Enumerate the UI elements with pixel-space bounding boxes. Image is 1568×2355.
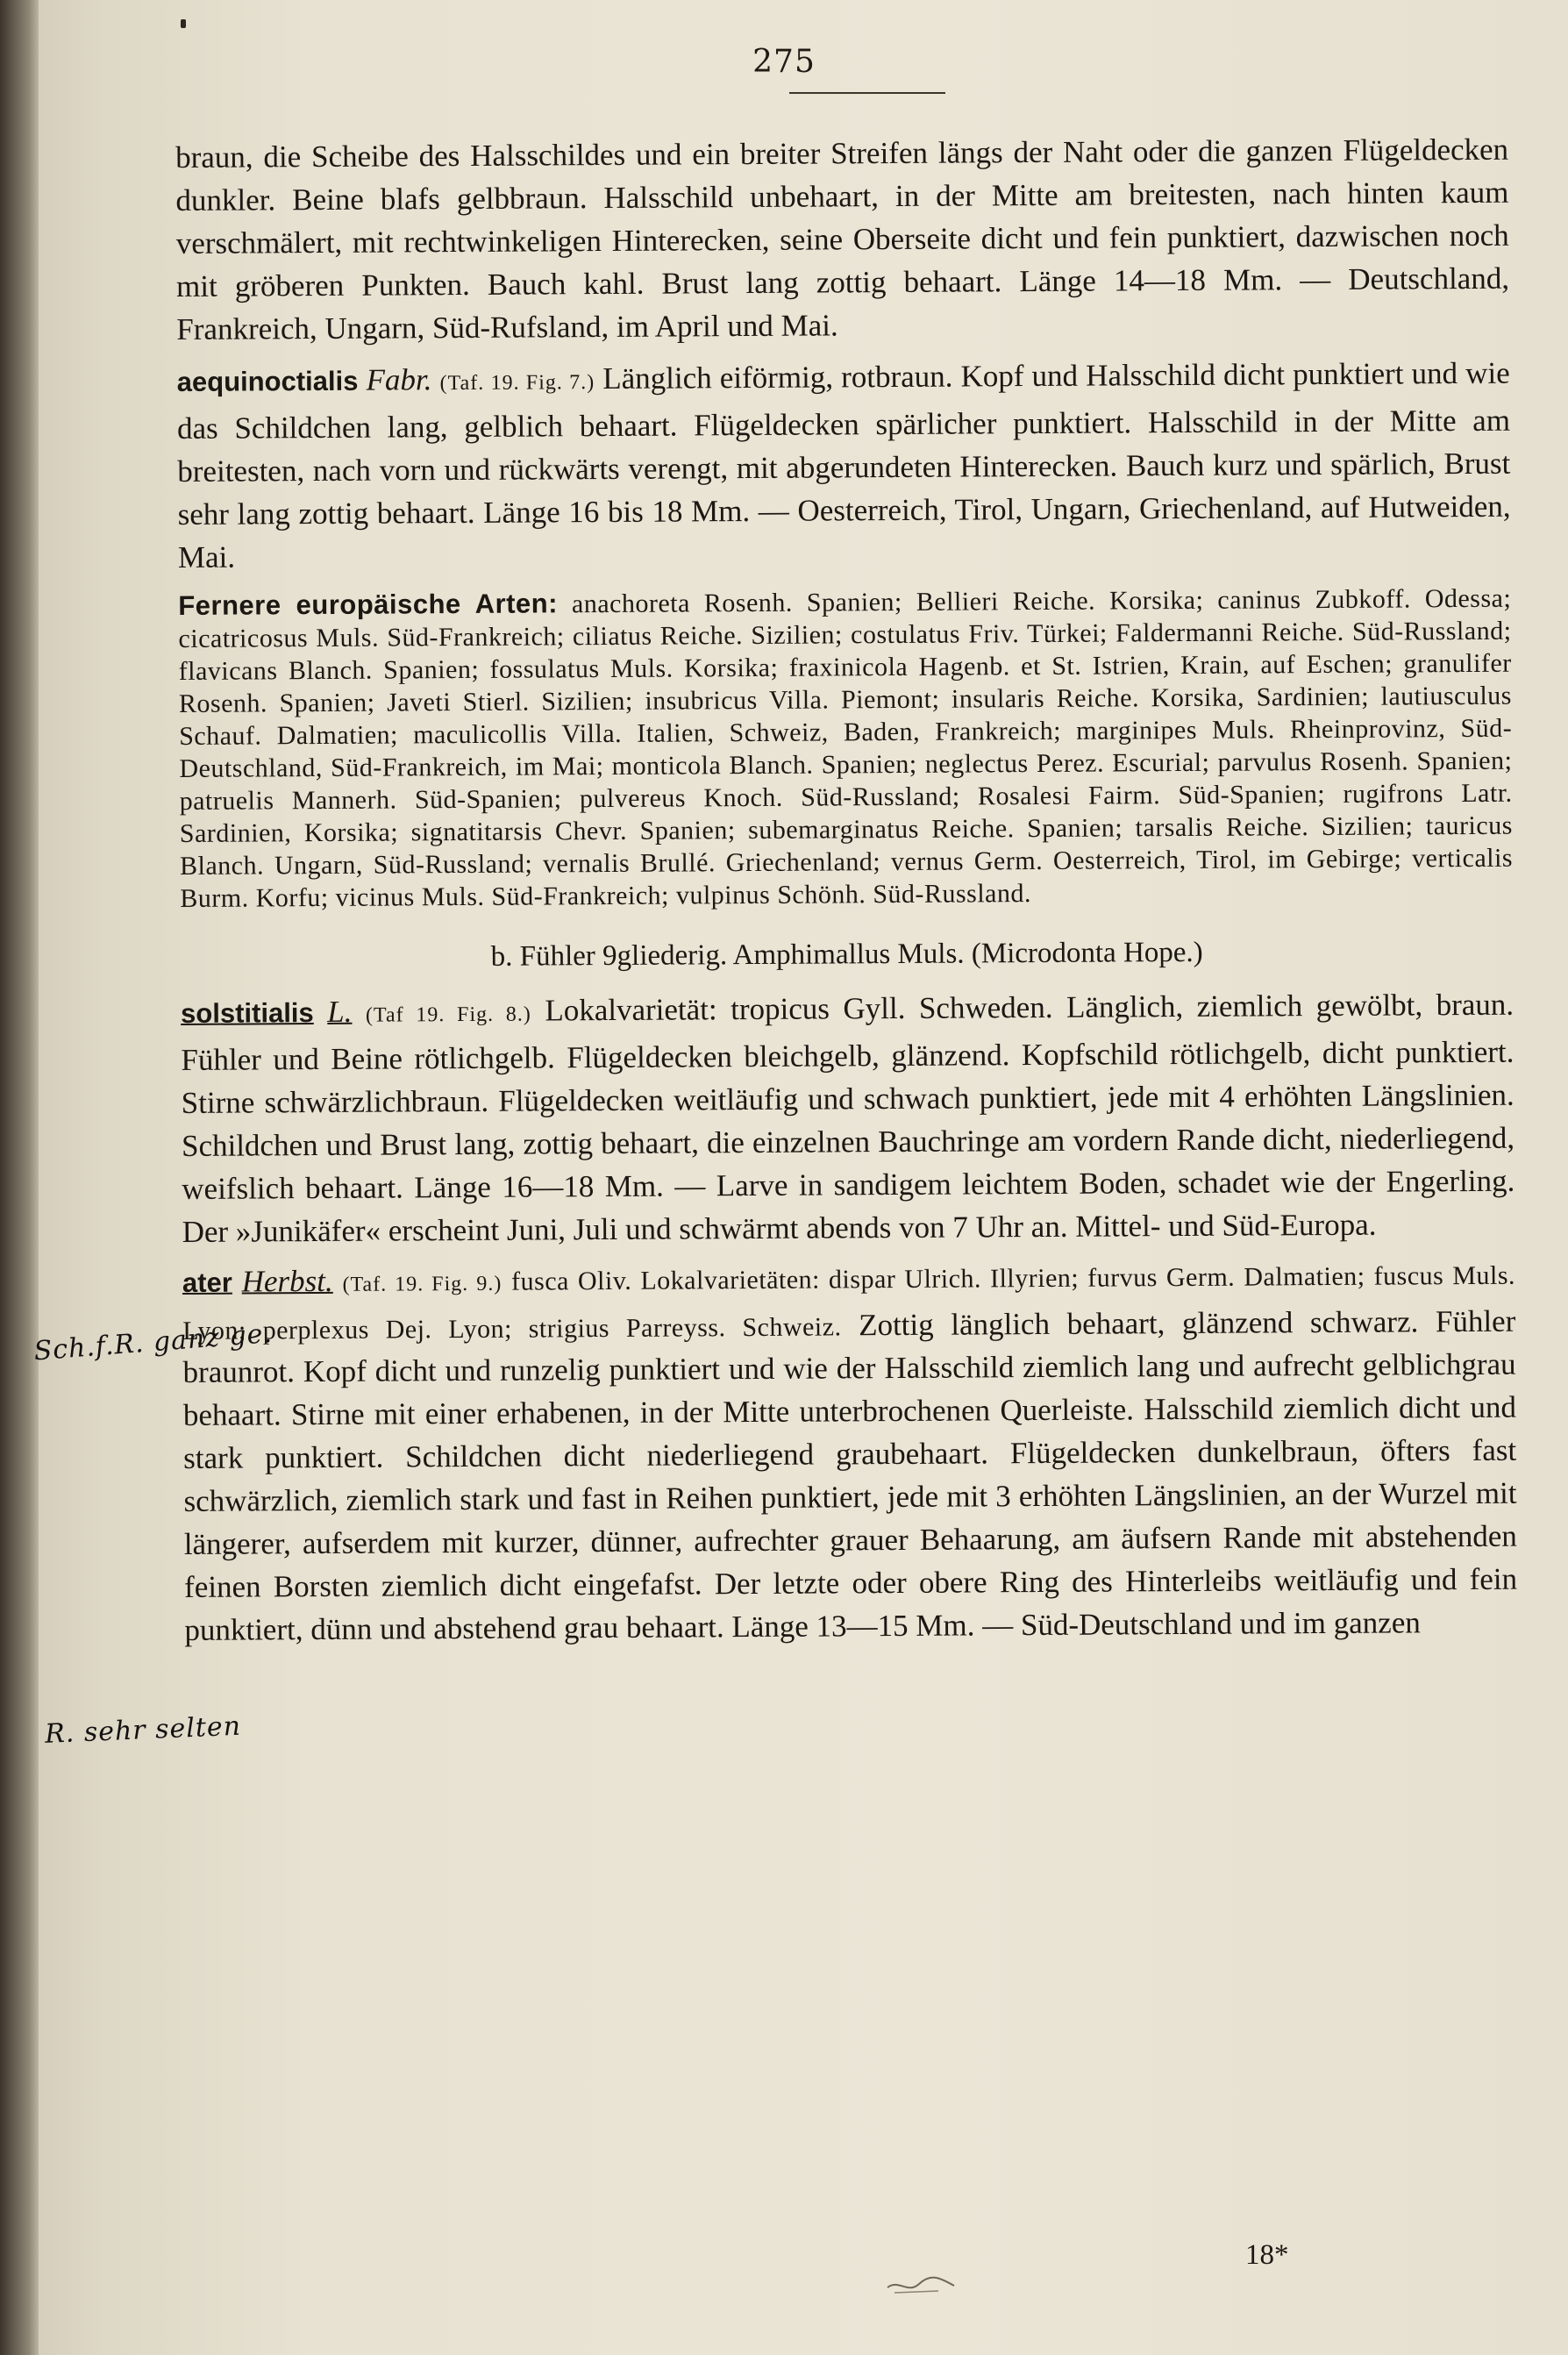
author-solstitialis: L.	[327, 994, 353, 1029]
paragraph-continuation: braun, die Scheibe des Halsschildes und ein breiter Streifen längs der Naht oder die ganzen Flügeldecken dunkler. Beine blafs gelbbraun. Halsschild unbehaart, in der Mitte am breitesten, nach hinten kaum verschmälert, mit rechtwinkeligen Hinterecken, seine Oberseite dicht und fein punktiert, dazwischen noch mit gröberen Punkten. Bauch kahl. Brust lang zottig behaart. Länge 14—18 Mm. — Deutschland, Frankreich, Ungarn, Süd-Rufsland, im April und Mai.	[175, 132, 1510, 346]
page-number: 275	[752, 44, 816, 80]
author-ater: Herbst.	[241, 1263, 333, 1299]
page-body	[32, 128, 1518, 1750]
handwritten-note-ater: R. sehr selten	[44, 1710, 242, 1750]
entry-fernere-arten	[178, 582, 1513, 915]
species-name-solstitialis: solstitialis	[181, 997, 314, 1029]
plate-ref-aequinoctialis: (Taf. 19. Fig. 7.)	[439, 371, 595, 396]
varieties-ater: fusca Oliv. Lokalvarietäten: dispar Ulrich. Illyrien; furvus Germ. Dalmatien; fuscus Muls. Lyon; perplexus Dej. Lyon; strigius Parreyss. Schweiz.	[182, 1260, 1516, 1345]
entry-solstitialis	[181, 983, 1515, 1253]
book-gutter	[0, 0, 39, 2355]
pencil-scribble	[886, 2272, 956, 2298]
entry-ater	[182, 1252, 1518, 1652]
species-name-ater: ater	[182, 1267, 232, 1298]
list-fernere-arten: anachoreta Rosenh. Spanien; Bellieri Reiche. Korsika; caninus Zubkoff. Odessa; cicatricosus Muls. Süd-Frankreich; ciliatus Reiche. Sizilien; costulatus Friv. Türkei; Faldermanni Reiche. Süd-Russland; flavicans Blanch. Spanien; fossulatus Muls. Korsika; fraxinicola Hagenb. et St. Istrien, Krain, auf Eschen; granulifer Rosenh. Spanien; Javeti Stierl. Sizilien; insubricus Villa. Piemont; insularis Reiche. Korsika, Sardinien; lautiusculus Schauf. Dalmatien; maculicollis Villa. Italien, Schweiz, Baden, Frankreich; marginipes Muls. Rheinprovinz, Süd-Deutschland, Süd-Frankreich, im Mai; monticola Blanch. Spanien; neglectus Perez. Escurial; parvulus Rosenh. Spanien; patruelis Mannerh. Süd-Spanien; pulvereus Knoch. Süd-Russland; Rosalesi Fairm. Süd-Spanien; rugifrons Latr. Sardinien, Korsika; signatitarsis Chevr. Spanien; subemarginatus Reiche. Spanien; tarsalis Reiche. Sizilien; tauricus Blanch. Ungarn, Süd-Russland; vernalis Brullé. Griechenland; vernus Germ. Oesterreich, Tirol, im Gebirge; verticalis Burm. Korfu; vicinus Muls. Süd-Frankreich; vulpinus Schönh. Süd-Russland.	[178, 583, 1514, 913]
handwritten-note-solstitialis: Sch.f.R. ganz ge.	[32, 1317, 274, 1367]
plate-ref-solstitialis: (Taf 19. Fig. 8.)	[365, 1003, 531, 1027]
header-rule	[789, 92, 945, 94]
description-aequinoctialis: Länglich eiförmig, rotbraun. Kopf und Halsschild dicht punktiert und wie das Schildchen lang, gelblich behaart. Flügeldecken spärlicher punktiert. Halsschild in der Mitte am breitesten, nach vorn und rückwärts verengt, mit abgerundeten Hinterecken. Bauch kurz und spärlich, Brust sehr lang zottig behaart. Länge 16 bis 18 Mm. — Oesterreich, Tirol, Ungarn, Griechenland, auf Hutweiden, Mai.	[176, 355, 1511, 574]
plate-ref-ater: (Taf. 19. Fig. 9.)	[342, 1272, 502, 1296]
heading-fernere-arten: Fernere europäische Arten:	[178, 588, 559, 621]
ink-dot	[181, 19, 186, 28]
entry-aequinoctialis	[177, 352, 1511, 579]
description-ater: Zottig länglich behaart, glänzend schwarz. Fühler braunrot. Kopf dicht und runzelig punktiert und wie der Halsschild ziemlich lang und aufrecht gelblichgrau behaart. Stirne mit einer erhabenen, in der Mitte unterbrochenen Querleiste. Halsschild ziemlich dicht und stark punktiert. Schildchen dicht niederliegend graubehaart. Flügeldecken dunkelbraun, öfters fast schwärzlich, ziemlich stark und fast in Reihen punktiert, jede mit 3 erhöhten Längslinien, an der Wurzel mit längerer, aufserdem mit kurzer, dünner, aufrechter grauer Behaarung, am äufsern Rande mit abstehenden feinen Borsten ziemlich dicht eingefafst. Der letzte oder obere Ring des Hinterleibs weitläufig und fein punktiert, dünn und abstehend grau behaart. Länge 13—15 Mm. — Süd-Deutschland und im ganzen	[182, 1303, 1518, 1647]
species-name-aequinoctialis: aequinoctialis	[176, 365, 359, 397]
description-solstitialis: Lokalvarietät: tropicus Gyll. Schweden. Länglich, ziemlich gewölbt, braun. Fühler und Beine rötlichgelb. Flügeldecken bleichgelb, glänzend. Kopfschild rötlichgelb, dicht punktiert. Stirne schwärzlichbraun. Flügeldecken weitläufig und schwach punktiert, jede mit 4 erhöhten Längslinien. Schildchen und Brust lang, zottig behaart, die einzelnen Bauchringe am vordern Rande dicht, niederliegend, weifslich behaart. Länge 16—18 Mm. — Larve in sandigem leichtem Boden, schadet wie der Engerling. Der »Junikäfer« erscheint Juni, Juli und schwärmt abends von 7 Uhr an. Mittel- und Süd-Europa.	[181, 987, 1515, 1249]
subsection-heading-b: b. Fühler 9gliederig. Amphimallus Muls. (Microdonta Hope.)	[490, 936, 1203, 973]
signature-mark: 18*	[1245, 2239, 1289, 2271]
author-aequinoctialis: Fabr.	[366, 362, 432, 397]
